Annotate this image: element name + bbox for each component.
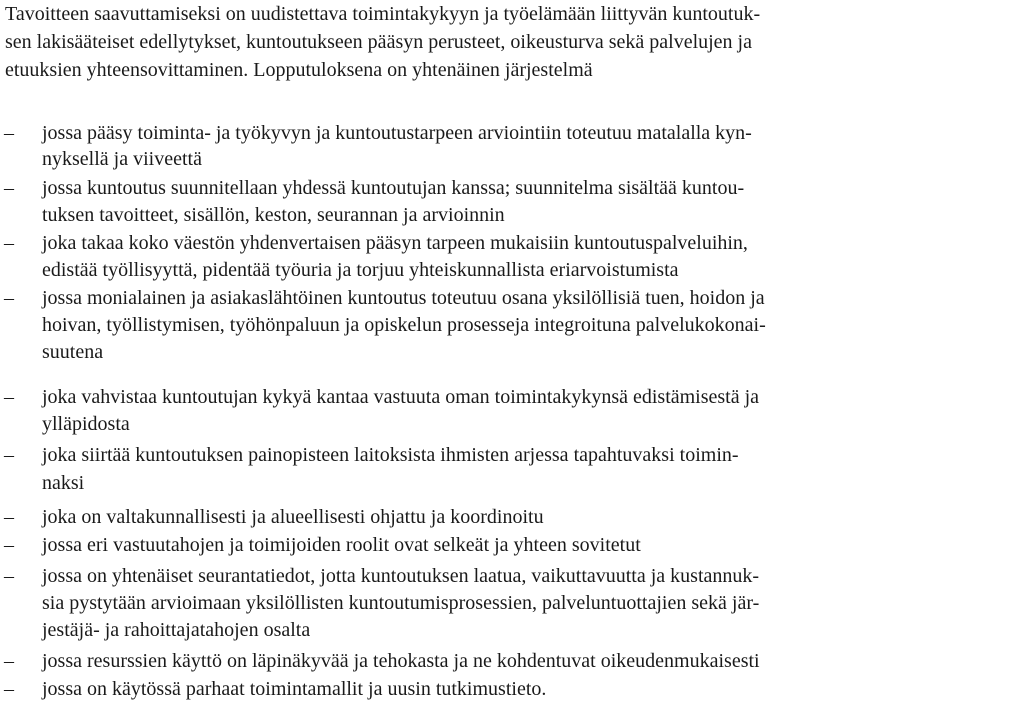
list-item-line: jossa pääsy toiminta- ja työkyvyn ja kuntoutustarpeen arviointiin toteutuu matalalla kyn- <box>42 122 752 144</box>
dash-bullet: – <box>4 565 14 587</box>
intro-line: Tavoitteen saavuttamiseksi on uudistettava toimintakykyyn ja työelämään liittyvän kuntoutuk- <box>5 3 761 25</box>
dash-bullet: – <box>4 386 14 408</box>
list-item-line: sia pystytään arvioimaan yksilöllisten kuntoutumisprosessien, palveluntuottajien sekä jär- <box>42 592 760 614</box>
dash-bullet: – <box>4 506 14 528</box>
list-item-line: tuksen tavoitteet, sisällön, keston, seurannan ja arvioinnin <box>42 204 505 226</box>
dash-bullet: – <box>4 650 14 672</box>
list-item-line: jossa on yhtenäiset seurantatiedot, jotta kuntoutuksen laatua, vaikuttavuutta ja kustannuk- <box>42 565 760 587</box>
list-item-line: jossa on käytössä parhaat toimintamallit ja uusin tutkimustieto. <box>42 678 547 700</box>
list-item-line: joka vahvistaa kuntoutujan kykyä kantaa vastuuta oman toimintakykynsä edistämisestä ja <box>42 386 760 408</box>
dash-bullet: – <box>4 232 14 254</box>
dash-bullet: – <box>4 444 14 466</box>
list-item-line: joka takaa koko väestön yhdenvertaisen pääsyn tarpeen mukaisiin kuntoutuspalveluihin, <box>42 232 748 254</box>
list-item-line: jestäjä- ja rahoittajatahojen osalta <box>42 619 311 641</box>
dash-bullet: – <box>4 287 14 309</box>
list-item-line: hoivan, työllistymisen, työhönpaluun ja opiskelun prosesseja integroituna palvelukokonai- <box>42 314 766 336</box>
list-item-line: nyksellä ja viiveettä <box>42 148 202 170</box>
intro-line: sen lakisääteiset edellytykset, kuntoutukseen pääsyn perusteet, oikeusturva sekä palvelujen ja <box>5 31 752 53</box>
list-item-line: suutena <box>42 341 104 363</box>
list-item-line: edistää työllisyyttä, pidentää työuria ja torjuu yhteiskunnallista eriarvoistumista <box>42 259 679 281</box>
list-item-line: jossa monialainen ja asiakaslähtöinen kuntoutus toteutuu osana yksilöllisiä tuen, hoidon ja <box>42 287 765 309</box>
list-item-line: ylläpidosta <box>42 413 130 435</box>
dash-bullet: – <box>4 122 14 144</box>
list-item-line: jossa kuntoutus suunnitellaan yhdessä kuntoutujan kanssa; suunnitelma sisältää kuntou- <box>42 177 745 199</box>
list-item-line: joka siirtää kuntoutuksen painopisteen laitoksista ihmisten arjessa tapahtuvaksi toimin- <box>42 444 739 466</box>
list-item-line: naksi <box>42 472 85 494</box>
list-item-line: jossa resurssien käyttö on läpinäkyvää ja tehokasta ja ne kohdentuvat oikeudenmukaisesti <box>42 650 760 672</box>
dash-bullet: – <box>4 678 14 700</box>
list-item-line: joka on valtakunnallisesti ja alueellisesti ohjattu ja koordinoitu <box>42 506 544 528</box>
list-item-line: jossa eri vastuutahojen ja toimijoiden roolit ovat selkeät ja yhteen sovitetut <box>42 534 641 556</box>
dash-bullet: – <box>4 177 14 199</box>
intro-line: etuuksien yhteensovittaminen. Lopputuloksena on yhtenäinen järjestelmä <box>5 59 593 81</box>
dash-bullet: – <box>4 534 14 556</box>
